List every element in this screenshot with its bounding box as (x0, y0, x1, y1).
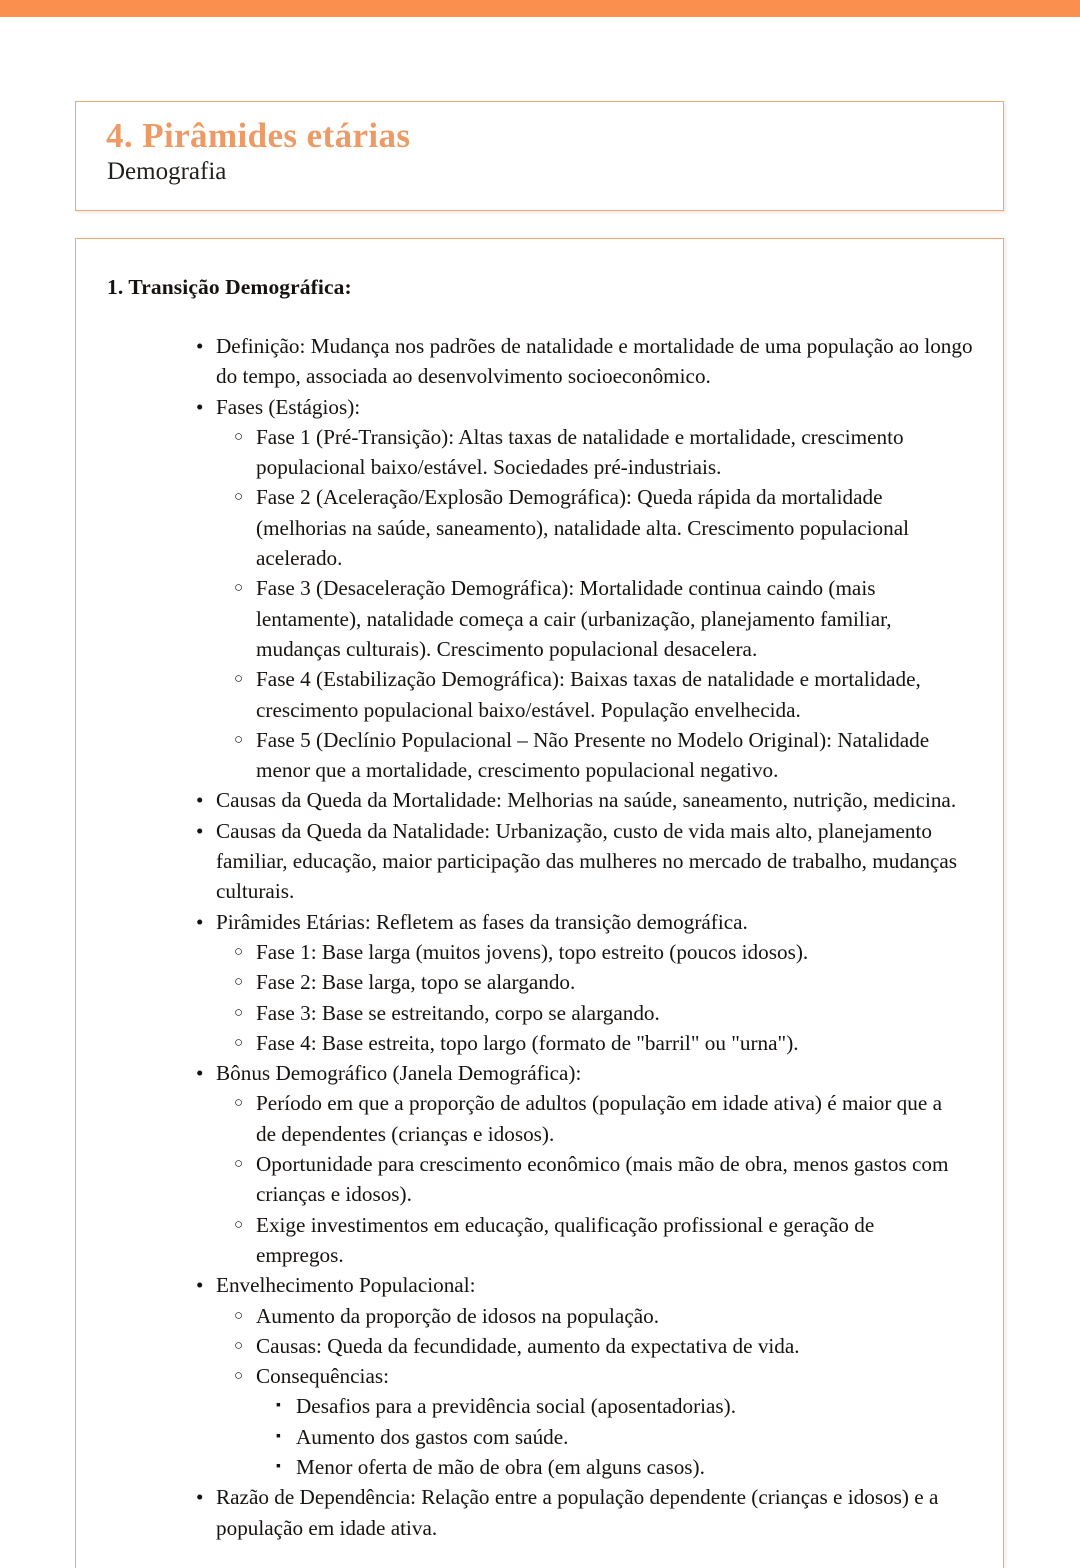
page-subtitle: Demografia (107, 158, 227, 185)
list-item-text: Fase 2 (Aceleração/Explosão Demográfica): Queda rápida da mortalidade (melhorias na saúde, saneamento), natalidade alta. Crescimento populacional acelerado. (256, 485, 910, 571)
list-item (76, 1422, 1004, 1452)
list-item-text: Razão de Dependência: Relação entre a população dependente (crianças e idosos) e a população em idade ativa. (216, 1485, 939, 1540)
list-item-text: Causas da Queda da Mortalidade: Melhorias na saúde, saneamento, nutrição, medicina. (216, 788, 957, 813)
bullet-marker-level-2-icon: ○ (234, 489, 244, 506)
list-item (76, 664, 1004, 725)
bullet-marker-level-2-icon: ○ (234, 1156, 244, 1173)
list-item-text: Fase 4: Base estreita, topo largo (formato de "barril" ou "urna"). (256, 1030, 799, 1055)
bullet-marker-level-3-icon: ▪ (276, 1398, 281, 1414)
bullet-marker-level-1-icon: • (196, 909, 204, 934)
list-item-text: Fase 2: Base larga, topo se alargando. (256, 970, 576, 995)
bullet-marker-level-2-icon: ○ (234, 1095, 244, 1112)
bullet-marker-level-2-icon: ○ (234, 1337, 244, 1354)
bullet-marker-level-2-icon: ○ (234, 731, 244, 748)
bullet-marker-level-3-icon: ▪ (276, 1428, 281, 1444)
list-item-text: Fase 5 (Declínio Populacional – Não Presente no Modelo Original): Natalidade menor que a mortalidade, crescimento populacional negativo. (256, 727, 930, 783)
list-item (76, 725, 1004, 786)
section-heading: 1. Transição Demográfica: (107, 275, 352, 299)
list-item (76, 1452, 1004, 1482)
bullet-marker-level-1-icon: • (196, 1485, 204, 1510)
bullet-marker-level-1-icon: • (196, 1061, 204, 1086)
list-item-text: Bônus Demográfico (Janela Demográfica): (216, 1061, 582, 1086)
list-item (76, 998, 1004, 1028)
bullet-marker-level-2-icon: ○ (234, 671, 244, 688)
list-item-text: Oportunidade para crescimento econômico (mais mão de obra, menos gastos com crianças e idosos). (256, 1152, 949, 1207)
list-item (76, 422, 1004, 483)
list-item-text: Consequências: (256, 1364, 389, 1389)
bullet-marker-level-1-icon: • (196, 394, 204, 419)
header-card (75, 101, 1004, 211)
list-item-text: Envelhecimento Populacional: (216, 1273, 476, 1298)
list-item-text: Aumento dos gastos com saúde. (296, 1424, 569, 1449)
list-item (76, 1270, 1004, 1300)
list-item-text: Pirâmides Etárias: Refletem as fases da transição demográfica. (216, 909, 748, 934)
bullet-marker-level-2-icon: ○ (234, 1004, 244, 1021)
list-item-text: Aumento da proporção de idosos na população. (256, 1303, 660, 1328)
bullet-marker-level-2-icon: ○ (234, 580, 244, 597)
list-item-text: Definição: Mudança nos padrões de natalidade e mortalidade de uma população ao longo do tempo, associada ao desenvolvimento socioeconômico. (216, 334, 973, 389)
list-item-text: Fase 1 (Pré-Transição): Altas taxas de natalidade e mortalidade, crescimento populacional baixo/estável. Sociedades pré-industriais. (256, 424, 904, 480)
bullet-marker-level-2-icon: ○ (234, 1034, 244, 1051)
list-item-text: Desafios para a previdência social (aposentadorias). (296, 1394, 737, 1419)
list-item (76, 1331, 1004, 1361)
bullet-marker-level-1-icon: • (196, 818, 204, 843)
bullet-marker-level-2-icon: ○ (234, 428, 244, 445)
list-item-text: Fase 3 (Desaceleração Demográfica): Mortalidade continua caindo (mais lentamente), natalidade começa a cair (urbanização, planejamento familiar, mudanças culturais). Crescimento populacional desacelera. (256, 576, 892, 661)
list-item (76, 1482, 1004, 1543)
bullet-marker-level-1-icon: • (196, 334, 204, 358)
list-item (76, 482, 1004, 573)
bullet-marker-level-1-icon: • (196, 1273, 204, 1298)
list-item (76, 573, 1004, 664)
list-item-text: Período em que a proporção de adultos (população em idade ativa) é maior que a de dependentes (crianças e idosos). (256, 1091, 942, 1146)
list-item (76, 1088, 1004, 1149)
list-item (76, 785, 1004, 815)
bullet-marker-level-1-icon: • (196, 788, 204, 813)
list-item (76, 967, 1004, 997)
list-item-text: Fase 3: Base se estreitando, corpo se alargando. (256, 1000, 660, 1025)
list-item-text: Fase 1: Base larga (muitos jovens), topo estreito (poucos idosos). (256, 939, 809, 964)
list-item (76, 1210, 1004, 1271)
list-item (76, 1028, 1004, 1058)
bullet-marker-level-3-icon: ▪ (276, 1458, 281, 1474)
bullet-marker-level-2-icon: ○ (234, 1368, 244, 1385)
top-accent-bar (0, 0, 1080, 17)
list-item (76, 816, 1004, 907)
list-item-text: Exige investimentos em educação, qualificação profissional e geração de empregos. (256, 1212, 875, 1267)
list-item (76, 331, 1004, 392)
page-title: 4. Pirâmides etárias (106, 116, 411, 155)
list-item (76, 1301, 1004, 1331)
bullet-marker-level-2-icon: ○ (234, 974, 244, 991)
bullet-marker-level-2-icon: ○ (234, 1216, 244, 1233)
list-item (76, 907, 1004, 937)
list-item (76, 937, 1004, 967)
content-card (75, 238, 1004, 1568)
list-item-text: Causas: Queda da fecundidade, aumento da expectativa de vida. (256, 1333, 800, 1358)
list-item-text: Fases (Estágios): (216, 394, 361, 419)
list-item-text: Fase 4 (Estabilização Demográfica): Baixas taxas de natalidade e mortalidade, crescimento populacional baixo/estável. População envelhecida. (256, 667, 921, 722)
list-item (76, 1361, 1004, 1391)
list-item (76, 1058, 1004, 1088)
list-item (76, 1149, 1004, 1210)
bullet-marker-level-2-icon: ○ (234, 943, 244, 960)
bullet-marker-level-2-icon: ○ (234, 1307, 244, 1324)
outline-list (76, 331, 1004, 1543)
list-item (76, 1391, 1004, 1421)
list-item-text: Menor oferta de mão de obra (em alguns casos). (296, 1454, 705, 1479)
list-item (76, 392, 1004, 422)
list-item-text: Causas da Queda da Natalidade: Urbanização, custo de vida mais alto, planejamento familiar, educação, maior participação das mulheres no mercado de trabalho, mudanças culturais. (216, 818, 957, 904)
